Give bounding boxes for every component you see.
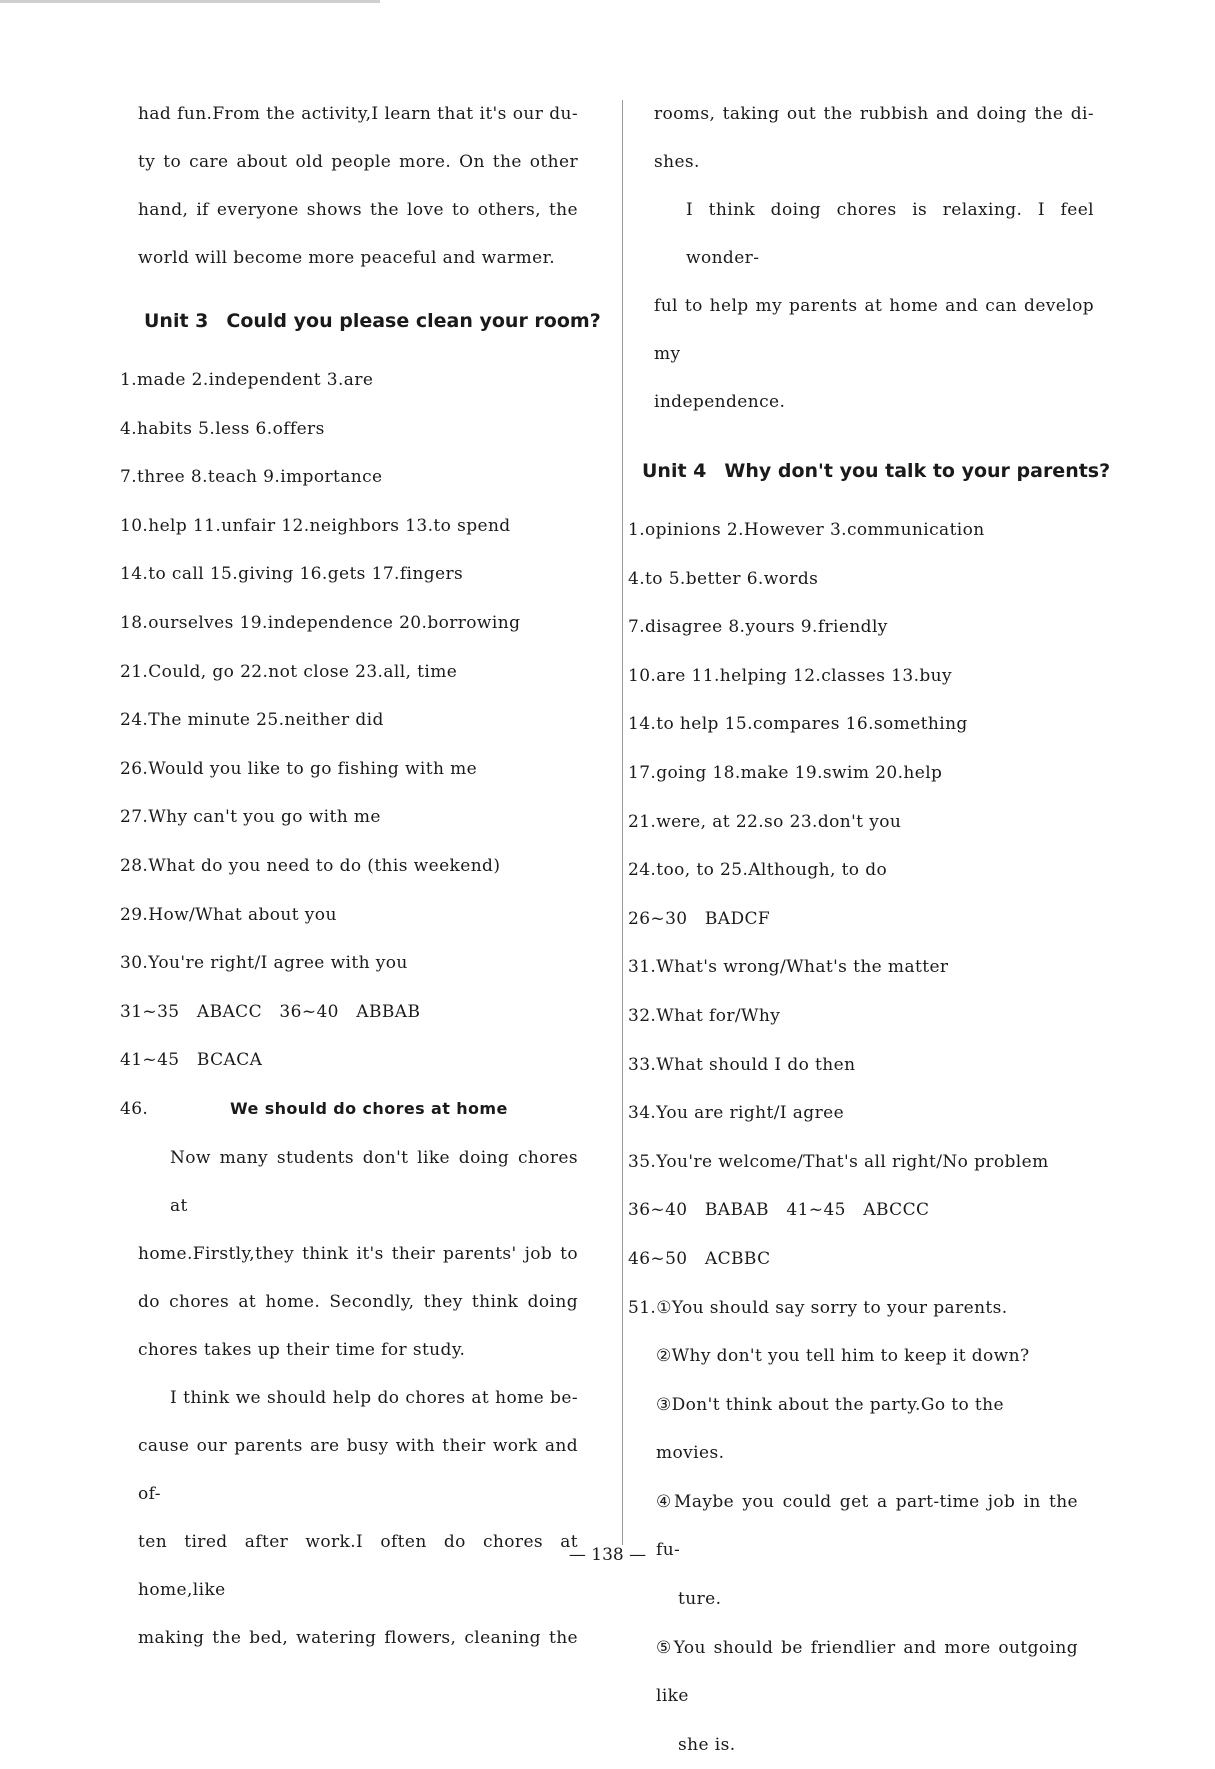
- top-rule: [0, 0, 380, 3]
- answer-line: 14.to call 15.giving 16.gets 17.fingers: [120, 550, 615, 599]
- essay-line: I think we should help do chores at home be-: [138, 1374, 578, 1422]
- answer-line: 4.to 5.better 6.words: [628, 555, 1125, 604]
- column-divider: [622, 100, 623, 1545]
- intro-paragraph: [120, 90, 578, 282]
- answer-line: 35.You're welcome/That's all right/No problem: [628, 1138, 1125, 1187]
- answer-line: 29.How/What about you: [120, 891, 615, 940]
- essay-line: cause our parents are busy with their work and of-: [138, 1422, 578, 1518]
- right-column: [628, 90, 1125, 1769]
- unit-title: Could you please clean your room?: [226, 310, 600, 332]
- answer-line: 21.Could, go 22.not close 23.all, time: [120, 648, 615, 697]
- answer-line: 7.three 8.teach 9.importance: [120, 453, 615, 502]
- answer-line: 24.The minute 25.neither did: [120, 696, 615, 745]
- unit-label: Unit 3: [144, 310, 208, 332]
- answer-line: 46~50 ACBBC: [628, 1235, 1125, 1284]
- answer-line: 10.help 11.unfair 12.neighbors 13.to spend: [120, 502, 615, 551]
- text-line: hand, if everyone shows the love to others, the: [138, 186, 578, 234]
- essay-line: ful to help my parents at home and can develop my: [654, 282, 1094, 378]
- essay-heading: [120, 1085, 615, 1134]
- answer-line: 41~45 BCACA: [120, 1036, 615, 1085]
- essay-line: I think doing chores is relaxing. I feel wonder-: [654, 186, 1094, 282]
- answer-line: 21.were, at 22.so 23.don't you: [628, 798, 1125, 847]
- answer-line: 28.What do you need to do (this weekend): [120, 842, 615, 891]
- q51-line: 51.①You should say sorry to your parents.: [628, 1284, 1078, 1333]
- text-line: had fun.From the activity,I learn that it's our du-: [138, 90, 578, 138]
- essay-line: making the bed, watering flowers, cleaning the: [138, 1614, 578, 1662]
- essay-title: We should do chores at home: [230, 1099, 508, 1118]
- q51-line: ⑤You should be friendlier and more outgoing like: [628, 1624, 1078, 1721]
- answer-line: 7.disagree 8.yours 9.friendly: [628, 603, 1125, 652]
- answer-line: 34.You are right/I agree: [628, 1089, 1125, 1138]
- essay-line: do chores at home. Secondly, they think doing: [138, 1278, 578, 1326]
- q51-line: ④Maybe you could get a part-time job in the fu-: [628, 1478, 1078, 1575]
- page-number: — 138 —: [0, 1545, 1215, 1565]
- answer-line: 17.going 18.make 19.swim 20.help: [628, 749, 1125, 798]
- q51-line: she is.: [628, 1721, 1078, 1769]
- unit-title: Why don't you talk to your parents?: [724, 460, 1110, 482]
- unit-4-answers: [628, 506, 1125, 1284]
- essay-line: Now many students don't like doing chores at: [138, 1134, 578, 1230]
- question-51: [628, 1284, 1078, 1769]
- answer-line: 18.ourselves 19.independence 20.borrowing: [120, 599, 615, 648]
- left-column: [120, 90, 615, 1662]
- essay-line: rooms, taking out the rubbish and doing the di-: [654, 90, 1094, 138]
- text-line: world will become more peaceful and warmer.: [138, 234, 578, 282]
- q51-line: ture.: [628, 1575, 1078, 1624]
- answer-line: 1.opinions 2.However 3.communication: [628, 506, 1125, 555]
- essay-line: independence.: [654, 378, 1094, 426]
- answer-line: 1.made 2.independent 3.are: [120, 356, 615, 405]
- q51-line: ③Don't think about the party.Go to the movies.: [628, 1381, 1078, 1478]
- answer-line: 33.What should I do then: [628, 1041, 1125, 1090]
- q51-line: ②Why don't you tell him to keep it down?: [628, 1332, 1078, 1381]
- essay-line: ten tired after work.I often do chores at home,like: [138, 1518, 578, 1614]
- answer-line: 30.You're right/I agree with you: [120, 939, 615, 988]
- answer-line: 26~30 BADCF: [628, 895, 1125, 944]
- answer-line: 36~40 BABAB 41~45 ABCCC: [628, 1186, 1125, 1235]
- answer-line: 4.habits 5.less 6.offers: [120, 405, 615, 454]
- essay-line: shes.: [654, 138, 1094, 186]
- essay-continuation: [628, 90, 1094, 426]
- unit-3-answers: [120, 356, 615, 1085]
- text-line: ty to care about old people more. On the other: [138, 138, 578, 186]
- answer-line: 32.What for/Why: [628, 992, 1125, 1041]
- answer-line: 14.to help 15.compares 16.something: [628, 700, 1125, 749]
- answer-line: 26.Would you like to go fishing with me: [120, 745, 615, 794]
- essay-body: [120, 1134, 578, 1662]
- answer-line: 24.too, to 25.Although, to do: [628, 846, 1125, 895]
- unit-4-heading: [628, 460, 1125, 482]
- unit-label: Unit 4: [642, 460, 706, 482]
- essay-number: 46.: [120, 1085, 230, 1134]
- answer-line: 31.What's wrong/What's the matter: [628, 943, 1125, 992]
- essay-line: home.Firstly,they think it's their parents' job to: [138, 1230, 578, 1278]
- answer-line: 27.Why can't you go with me: [120, 793, 615, 842]
- unit-3-heading: [120, 310, 615, 332]
- essay-line: chores takes up their time for study.: [138, 1326, 578, 1374]
- answer-line: 10.are 11.helping 12.classes 13.buy: [628, 652, 1125, 701]
- answer-line: 31~35 ABACC 36~40 ABBAB: [120, 988, 615, 1037]
